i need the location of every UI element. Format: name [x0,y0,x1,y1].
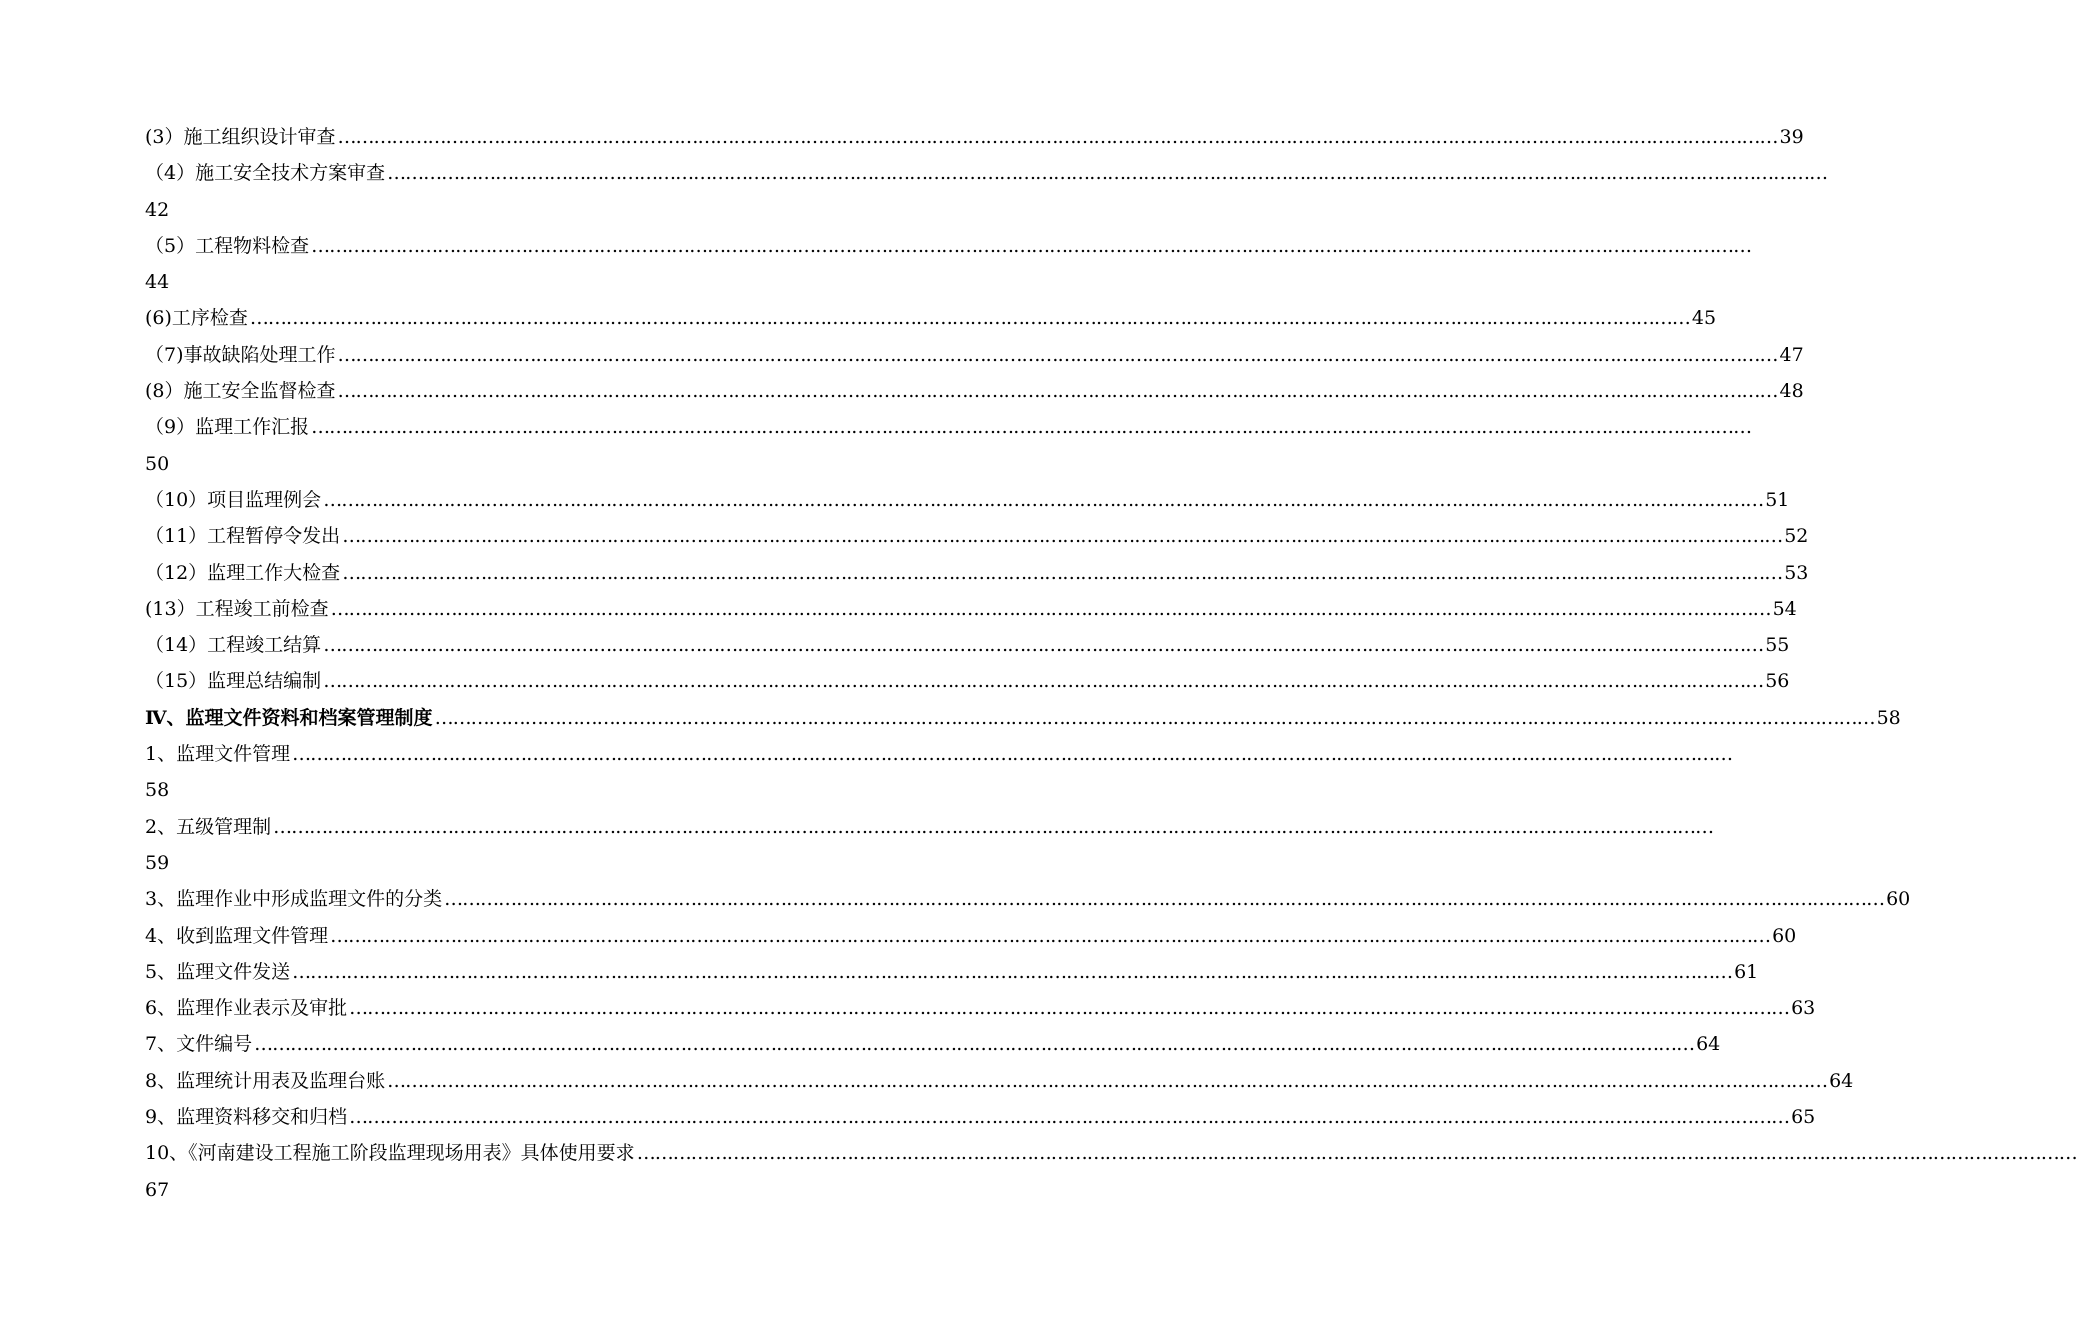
toc-leader-dots: …………………………………………………………………………………………………………………………………………………………………………………………………………………… [330,597,1771,620]
toc-leader-dots: …………………………………………………………………………………………………………………………………………………………………………………………………………………… [337,380,1778,403]
toc-entry [145,518,1809,554]
toc-leader-dots: …………………………………………………………………………………………………………………………………………………………………………………………………………………… [337,126,1778,148]
toc-leader-dots: …………………………………………………………………………………………………………………………………………………………………………………………………………………… [330,924,1771,947]
toc-entry-page-number: 56 [1765,670,1790,693]
toc-leader-dots: …………………………………………………………………………………………………………………………………………………………………………………………………………………… [249,307,1690,330]
toc-entry [145,1063,1854,1099]
toc-entry [145,1135,2077,1171]
toc-leader-dots: …………………………………………………………………………………………………………………………………………………………………………………………………………………… [323,488,1764,511]
toc-entry-title: 5、监理文件发送 [145,960,291,983]
toc-entry [145,627,1790,663]
toc-leader-dots: …………………………………………………………………………………………………………………………………………………………………………………………………………………… [434,706,1875,729]
toc-entry-title: （11）工程暂停令发出 [145,525,341,548]
toc-leader-dots: …………………………………………………………………………………………………………………………………………………………………………………………………………………… [387,1069,1828,1092]
toc-entry-title: （4）施工安全技术方案审查 [145,162,386,185]
toc-entry-title: （9）监理工作汇报 [145,416,310,439]
toc-wrapped-page-line [145,845,805,881]
toc-entry-title: (6)工序检查 [145,307,248,330]
toc-entry-title: （15）监理总结编制 [145,670,322,693]
toc-leader-dots: …………………………………………………………………………………………………………………………………………………………………………………………………………………… [311,416,1752,439]
toc-entry [145,300,1717,336]
toc-entry-title: 10、《河南建设工程施工阶段监理现场用表》具体使用要求 [145,1142,635,1165]
toc-entry-page-number: 53 [1784,561,1809,584]
toc-entry [145,373,1804,409]
toc-entry-page-number: 61 [1734,960,1759,983]
toc-entry [145,337,1804,373]
toc-entry [145,119,1804,155]
toc-entry [145,1026,1721,1062]
toc-entry-page-number: 52 [1784,525,1809,548]
toc-entry-page-number: 48 [1779,380,1804,403]
toc-entry-title: 3、监理作业中形成监理文件的分类 [145,888,443,911]
toc-leader-dots: …………………………………………………………………………………………………………………………………………………………………………………………………………………… [387,162,1828,185]
toc-entry [145,155,1828,191]
toc-leader-dots: …………………………………………………………………………………………………………………………………………………………………………………………………………………… [342,525,1783,548]
toc-entry-page-number: 47 [1779,343,1804,366]
toc-entry-title: 9、监理资料移交和归档 [145,1106,348,1129]
toc-leader-dots: …………………………………………………………………………………………………………………………………………………………………………………………………………………… [444,888,1885,911]
toc-entry-page-number: 65 [1791,1106,1816,1129]
toc-entry [145,1099,1816,1135]
toc-leader-dots: …………………………………………………………………………………………………………………………………………………………………………………………………………………… [349,1106,1790,1129]
toc-entry [145,663,1790,699]
toc-entry-title: （14）工程竣工结算 [145,634,322,657]
toc-entry-page-number: 64 [1829,1069,1854,1092]
toc-entry [145,954,1759,990]
toc-entry-page-number: 60 [1772,924,1797,947]
toc-entry [145,990,1816,1026]
toc-entry-title: 4、收到监理文件管理 [145,924,329,947]
toc-entry [145,409,1752,445]
toc-entry-title: 1、监理文件管理 [145,743,291,766]
toc-wrapped-page-line [145,772,805,808]
toc-entry-page-number: 50 [145,452,170,475]
toc-leader-dots: …………………………………………………………………………………………………………………………………………………………………………………………………………………… [337,343,1778,366]
toc-entry-page-number: 44 [145,271,170,294]
toc-leader-dots: …………………………………………………………………………………………………………………………………………………………………………………………………………………… [273,815,1714,838]
toc-entry [145,228,1752,264]
toc-wrapped-page-line [145,264,805,300]
toc-wrapped-page-line [145,1172,805,1208]
toc-entry-title: （7)事故缺陷处理工作 [145,343,336,366]
toc-leader-dots: …………………………………………………………………………………………………………………………………………………………………………………………………………………… [311,234,1752,257]
toc-entry [145,700,1901,736]
toc-entry-page-number: 45 [1691,307,1717,330]
toc-entry-title: （12）监理工作大检查 [145,561,341,584]
toc-entry-title: (13）工程竣工前检查 [145,597,329,620]
toc-entry-page-number: 42 [145,198,170,221]
toc-entry [145,736,1733,772]
toc-entry-title: （5）工程物料检查 [145,234,310,257]
toc-entry-title: (8）施工安全监督检查 [145,380,336,403]
toc-entry [145,591,1797,627]
toc-wrapped-page-line [145,192,805,228]
toc-leader-dots: …………………………………………………………………………………………………………………………………………………………………………………………………………………… [342,561,1783,584]
table-of-contents [145,119,2077,1208]
toc-entry-page-number: 63 [1791,997,1816,1020]
toc-entry-page-number: 39 [1779,126,1804,148]
toc-entry-page-number: 60 [1886,888,1911,911]
toc-entry-title: (3）施工组织设计审查 [145,126,336,148]
toc-entry [145,555,1809,591]
toc-entry [145,482,1790,518]
toc-entry-page-number: 51 [1765,488,1790,511]
toc-wrapped-page-line [145,446,805,482]
toc-entry-title: 8、监理统计用表及监理台账 [145,1069,386,1092]
toc-entry-title: 2、五级管理制 [145,815,272,838]
toc-entry-page-number: 67 [145,1178,170,1201]
toc-entry-title: Ⅳ、监理文件资料和档案管理制度 [145,706,433,729]
toc-entry-page-number: 58 [145,779,170,802]
toc-entry-page-number: 59 [145,851,170,874]
toc-leader-dots: …………………………………………………………………………………………………………………………………………………………………………………………………………………… [349,997,1790,1020]
toc-entry-title: 7、文件编号 [145,1033,253,1056]
toc-entry-page-number: 64 [1696,1033,1721,1056]
toc-entry-page-number: 58 [1876,706,1901,729]
toc-leader-dots: …………………………………………………………………………………………………………………………………………………………………………………………………………………… [323,634,1764,657]
toc-entry-page-number: 54 [1772,597,1797,620]
toc-leader-dots: …………………………………………………………………………………………………………………………………………………………………………………………………………………… [323,670,1764,693]
toc-entry [145,918,1797,954]
toc-entry-title: （10）项目监理例会 [145,488,322,511]
toc-leader-dots: …………………………………………………………………………………………………………………………………………………………………………………………………………………… [292,960,1733,983]
toc-entry-title: 6、监理作业表示及审批 [145,997,348,1020]
toc-entry-page-number: 55 [1765,634,1790,657]
toc-entry [145,809,1714,845]
toc-leader-dots: …………………………………………………………………………………………………………………………………………………………………………………………………………………… [254,1033,1695,1056]
toc-entry [145,881,1911,917]
toc-leader-dots: …………………………………………………………………………………………………………………………………………………………………………………………………………………… [636,1142,2077,1165]
toc-leader-dots: …………………………………………………………………………………………………………………………………………………………………………………………………………………… [292,743,1733,766]
